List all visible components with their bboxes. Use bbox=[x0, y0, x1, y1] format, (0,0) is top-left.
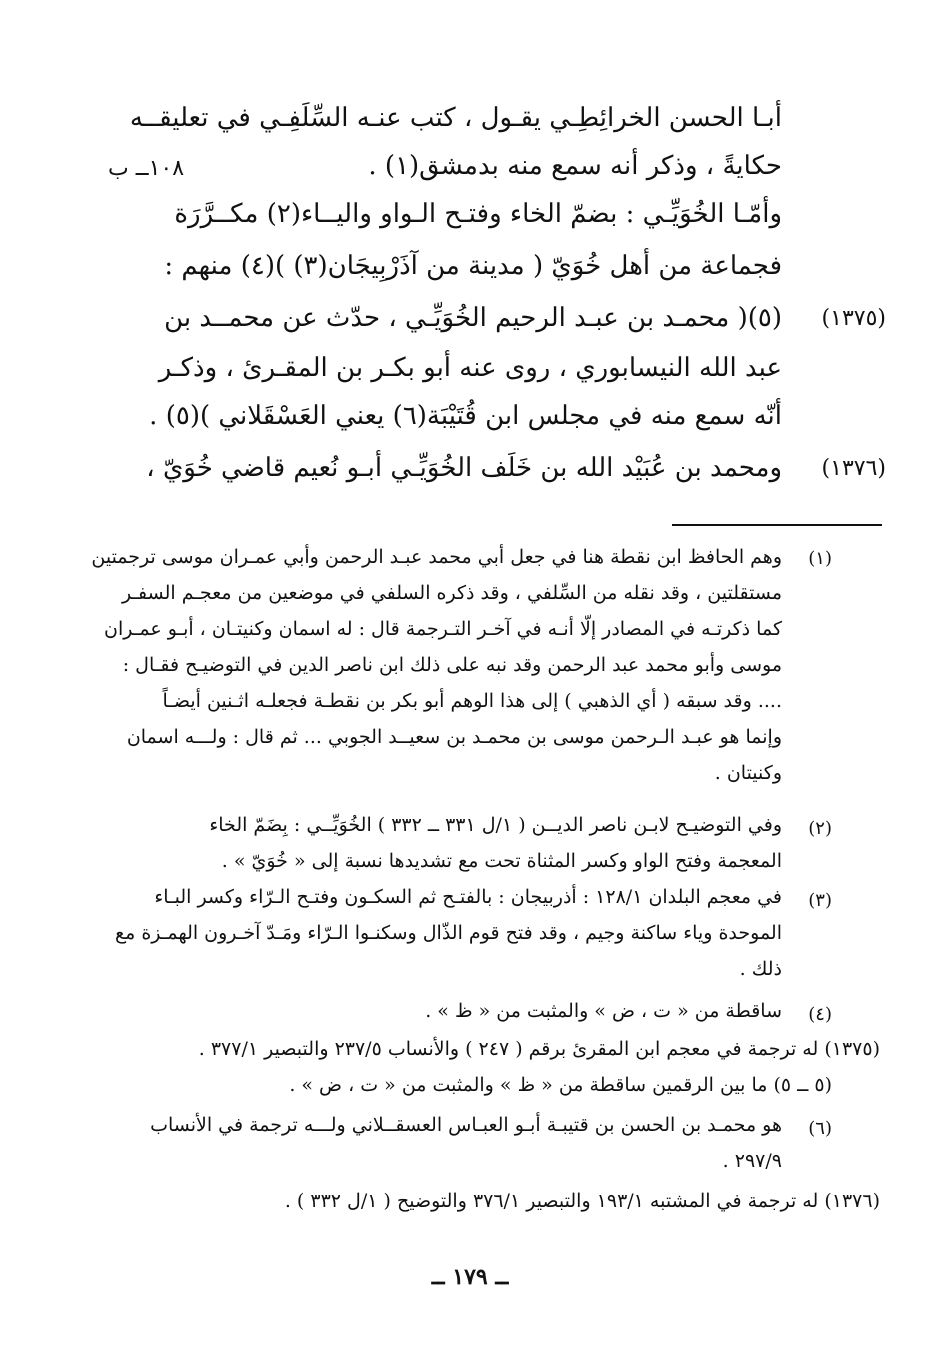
footnote-1-line-6: وإنما هو عبـد الـرحمن موسى بن محمـد بن سعيــد الجوبي ... ثم قال : ولـــه اسمان bbox=[126, 726, 782, 748]
footnote-1-line-1: وهم الحافظ ابن نقطة هنا في جعل أبي محمد عبـد الرحمن وأبي عمـران موسى ترجمتين bbox=[91, 546, 782, 568]
body-line-5: (٥)( محمـد بن عبـد الرحيم الخُوَيِّـي ، حدّث عن محمــد بن bbox=[164, 303, 782, 333]
footnote-5-line-1: (٥ ــ ٥) ما بين الرقمين ساقطة من « ظ » والمثبت من « ت ، ض » . bbox=[289, 1074, 832, 1096]
margin-folio-ref: ١٠٨ــ ب bbox=[108, 156, 185, 181]
body-line-7: أنّه سمع منه في مجلس ابن قُتَيْبَة(٦) يعني العَسْقَلاني )(٥) . bbox=[149, 401, 782, 431]
reference-1375: (١٣٧٥) له ترجمة في معجم ابن المقرىٔ برقم ( ٢٤٧ ) والأنساب ٢٣٧/٥ والتبصير ٣٧٧/١ . bbox=[198, 1038, 880, 1060]
footnote-2-line-2: المعجمة وفتح الواو وكسر المثناة تحت مع تشديدها نسبة إلى « خُوَيّ » . bbox=[221, 850, 782, 872]
footnote-3-line-1: في معجم البلدان ١٢٨/١ : أذربيجان : بالفتـح ثم السكـون وفتـح الـرّاء وكسر البـاء bbox=[154, 886, 782, 908]
footnote-1-line-3: كما ذكرتـه في المصادر إلّا أنـه في آخـر التـرجمة قال : له اسمان وكنيتـان ، أبـو عمـران bbox=[104, 618, 782, 640]
entry-number-1375: (١٣٧٥) bbox=[821, 306, 886, 331]
footnote-separator bbox=[672, 524, 882, 526]
footnote-1-line-4: موسى وأبو محمد عبد الرحمن وقد نبه على ذلك ابن ناصر الدين في التوضيـح فقـال : bbox=[122, 654, 782, 676]
footnote-6-line-1: هو محمـد بن الحسن بن قتيبـة أبـو العبـاس العسقــلاني ولـــه ترجمة في الأنساب bbox=[150, 1114, 782, 1136]
footnote-6-line-2: ٢٩٧/٩ . bbox=[722, 1150, 782, 1172]
body-line-1: أبـا الحسن الخرائِطِـي يقـول ، كتب عنـه السِّلَفِـي في تعليقــه bbox=[129, 103, 782, 133]
footnote-1-line-7: وكنيتان . bbox=[714, 762, 782, 784]
footnote-1-label: (١) bbox=[808, 548, 832, 569]
body-line-8: ومحمد بن عُبَيْد الله بن خَلَف الخُوَيِّـي أبـو نُعيم قاضي خُوَيّ ، bbox=[146, 453, 782, 483]
body-line-3: وأمّـا الخُوَيِّـي : بضمّ الخاء وفتـح الـواو واليــاء(٢) مكــرَّرَة bbox=[174, 199, 782, 229]
footnote-2-line-1: وفي التوضيـح لابـن ناصر الديــن ( ١/ل ٣٣١ ــ ٣٣٢ ) الخُوَيِّــي : بِضَمّ الخاء bbox=[209, 814, 782, 836]
footnote-3-line-2: الموحدة وياء ساكنة وجيم ، وقد فتح قوم الذّال وسكنـوا الـرّاء ومَـدّ آخـرون الهمـزة مع bbox=[115, 922, 782, 944]
footnote-1-line-5: .... وقد سبقه ( أي الذهبي ) إلى هذا الوهم أبو بكر بن نقطـة فجعلـه اثـنين أيضـاً bbox=[162, 690, 782, 712]
footnote-1-line-2: مستقلتين ، وقد نقله من السِّلفي ، وقد ذكره السلفي في موضعين من معجـم السفـر bbox=[122, 582, 782, 604]
footnote-2-label: (٢) bbox=[808, 818, 832, 839]
page-number: ــ ١٧٩ ــ bbox=[431, 1264, 509, 1290]
footnote-3-line-3: ذلك . bbox=[739, 958, 782, 980]
body-line-2: حكايةً ، وذكر أنه سمع منه بدمشق(١) . bbox=[368, 151, 782, 181]
entry-number-1376: (١٣٧٦) bbox=[821, 456, 886, 481]
footnote-3-label: (٣) bbox=[808, 890, 832, 911]
footnote-4-label: (٤) bbox=[808, 1004, 832, 1025]
reference-1376: (١٣٧٦) له ترجمة في المشتبه ١٩٣/١ والتبصير ٣٧٦/١ والتوضيح ( ١/ل ٣٣٢ ) . bbox=[284, 1190, 880, 1212]
body-line-4: فجماعة من أهل خُوَيّ ( مدينة من آذَرْبِيجَان(٣) )(٤) منهم : bbox=[164, 251, 782, 281]
footnote-4-line-1: ساقطة من « ت ، ض » والمثبت من « ظ » . bbox=[425, 1000, 782, 1022]
footnote-6-label: (٦) bbox=[808, 1118, 832, 1139]
body-line-6: عبد الله النيسابوري ، روى عنه أبو بكـر بن المقـرىٔ ، وذكـر bbox=[158, 353, 782, 383]
